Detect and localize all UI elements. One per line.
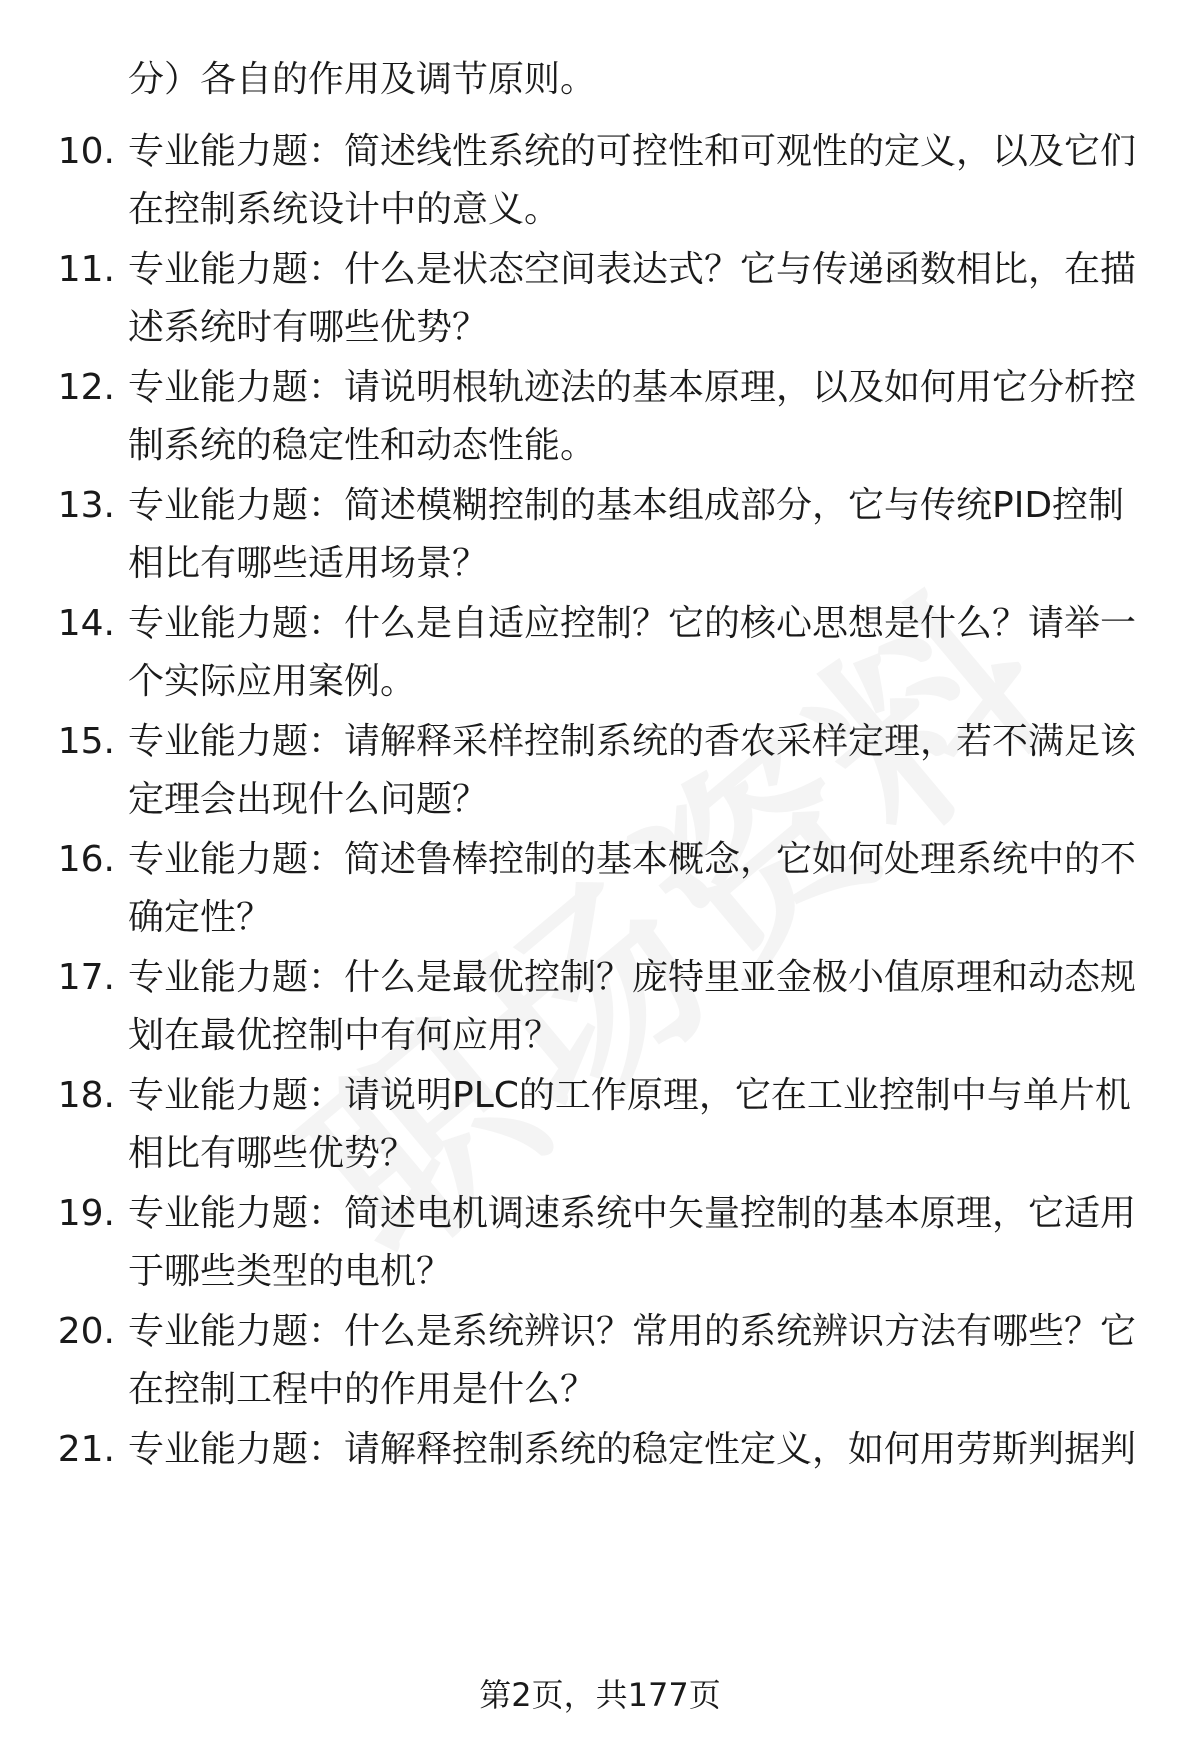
question-text-line2: 在控制工程中的作用是什么？ bbox=[128, 1369, 597, 1410]
question-number: 14. bbox=[57, 603, 115, 644]
question-text-line2: 于哪些类型的电机？ bbox=[128, 1251, 453, 1292]
question-number: 21. bbox=[57, 1429, 115, 1470]
question-text-line2: 制系统的稳定性和动态性能。 bbox=[128, 425, 597, 466]
question-number: 11. bbox=[57, 249, 115, 290]
question-number: 17. bbox=[57, 957, 115, 998]
question-text-line1: 专业能力题：简述模糊控制的基本组成部分，它与传统PID控制 bbox=[128, 485, 1125, 526]
question-number: 10. bbox=[57, 131, 115, 172]
question-number: 18. bbox=[57, 1075, 115, 1116]
question-text-line1: 专业能力题：什么是状态空间表达式？它与传递函数相比，在描 bbox=[128, 249, 1137, 290]
question-number: 16. bbox=[57, 839, 115, 880]
question-text-line2: 相比有哪些优势？ bbox=[128, 1133, 417, 1174]
question-number: 20. bbox=[57, 1311, 115, 1352]
question-text-line2: 个实际应用案例。 bbox=[128, 661, 417, 702]
question-text-line2: 划在最优控制中有何应用？ bbox=[128, 1015, 561, 1056]
question-text-line1: 专业能力题：简述鲁棒控制的基本概念，它如何处理系统中的不 bbox=[128, 839, 1137, 880]
question-text-line1: 专业能力题：简述电机调速系统中矢量控制的基本原理，它适用 bbox=[128, 1193, 1137, 1234]
question-text-line1: 专业能力题：简述线性系统的可控性和可观性的定义，以及它们 bbox=[128, 131, 1137, 172]
question-text-line1: 专业能力题：什么是系统辨识？常用的系统辨识方法有哪些？它 bbox=[128, 1311, 1137, 1352]
continuation-text: 分）各自的作用及调节原则。 bbox=[128, 59, 597, 100]
question-text-line2: 定理会出现什么问题？ bbox=[128, 779, 489, 820]
question-text-line1: 专业能力题：请解释控制系统的稳定性定义，如何用劳斯判据判 bbox=[128, 1429, 1137, 1470]
question-text-line1: 专业能力题：什么是自适应控制？它的核心思想是什么？请举一 bbox=[128, 603, 1137, 644]
question-number: 19. bbox=[57, 1193, 115, 1234]
question-text-line1: 专业能力题：请解释采样控制系统的香农采样定理，若不满足该 bbox=[128, 721, 1137, 762]
question-text-line1: 专业能力题：请说明根轨迹法的基本原理，以及如何用它分析控 bbox=[128, 367, 1137, 408]
question-number: 15. bbox=[57, 721, 115, 762]
question-text-line2: 在控制系统设计中的意义。 bbox=[128, 189, 561, 230]
question-text-line1: 专业能力题：请说明PLC的工作原理，它在工业控制中与单片机 bbox=[128, 1075, 1131, 1116]
question-text-line2: 述系统时有哪些优势？ bbox=[128, 307, 489, 348]
question-number: 12. bbox=[57, 367, 115, 408]
page-footer: 第2页，共177页 bbox=[479, 1676, 721, 1714]
question-text-line2: 确定性？ bbox=[128, 897, 273, 938]
question-text-line2: 相比有哪些适用场景？ bbox=[128, 543, 489, 584]
question-number: 13. bbox=[57, 485, 115, 526]
question-text-line1: 专业能力题：什么是最优控制？庞特里亚金极小值原理和动态规 bbox=[128, 957, 1137, 998]
